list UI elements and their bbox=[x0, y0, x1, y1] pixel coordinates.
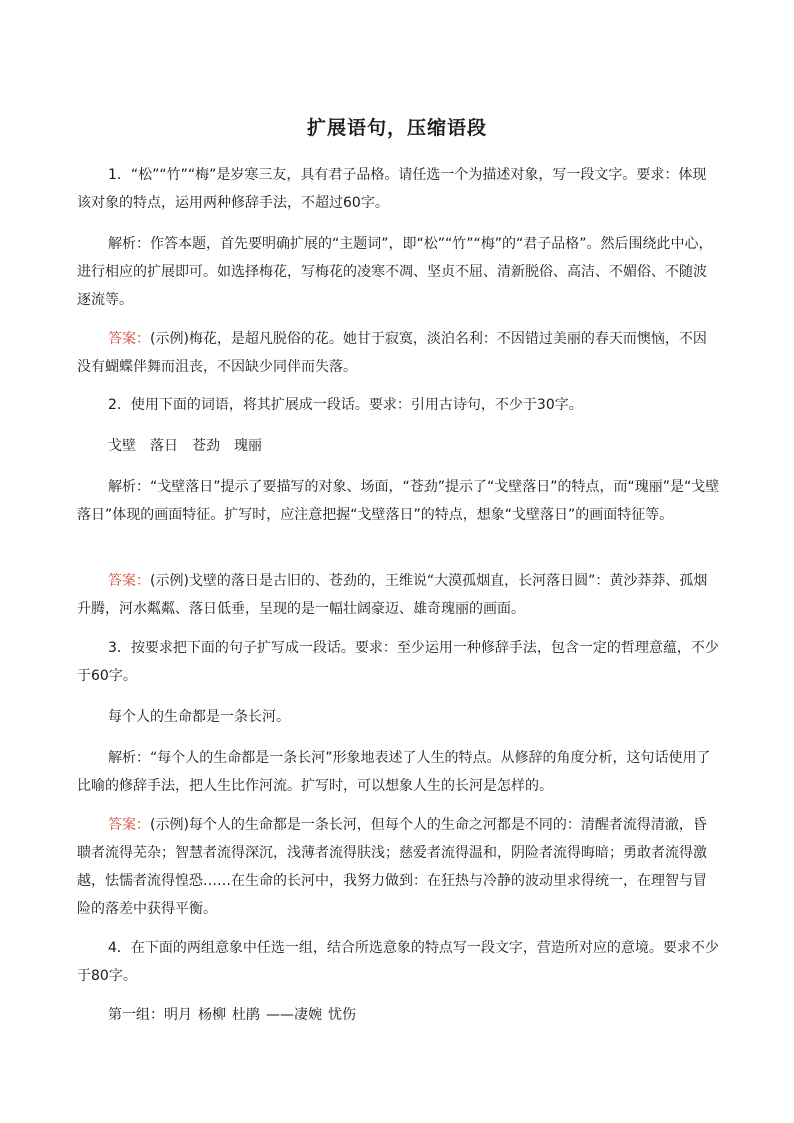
answer-text: (示例)戈壁的落日是古旧的、苍劲的，王维说“大漠孤烟直，长河落日圆”：黄沙莽莽、孤烟升腾，河水粼粼、落日低垂，呈现的是一幅壮阔豪迈、雄奇瑰丽的画面。 bbox=[77, 573, 708, 617]
answer-label: 答案： bbox=[108, 331, 150, 347]
group-1 bbox=[77, 1001, 720, 1029]
answer-3 bbox=[77, 811, 720, 923]
answer-text: (示例)每个人的生命都是一条长河，但每个人的生命之河都是不同的：清醒者流得清澈，昏聩者流得芜杂；智慧者流得深沉，浅薄者流得肤浅；慈爱者流得温和，阴险者流得晦暗；勇敢者流得激越，怯懦者流得惶恐……在生命的长河中，我努力做到：在狂热与冷静的波动里求得统一，在理智与冒险的落差中获得平衡。 bbox=[77, 817, 707, 917]
group-item: ——凄婉 bbox=[266, 1007, 322, 1023]
page-title: 扩展语句，压缩语段 bbox=[306, 117, 487, 139]
analysis-3: 解析：“每个人的生命都是一条长河”形象地表述了人生的特点。从修辞的角度分析，这句话使用了比喻的修辞手法，把人生比作河流。扩写时，可以想象人生的长河是怎样的。 bbox=[77, 750, 711, 794]
question-2: 2．使用下面的词语，将其扩展成一段话。要求：引用古诗句，不少于30字。 bbox=[108, 397, 583, 413]
analysis-1: 解析：作答本题，首先要明确扩展的“主题词”，即“松”“竹”“梅”的“君子品格”。然后围绕此中心，进行相应的扩展即可。如选择梅花，写梅花的凌寒不凋、坚贞不屈、清新脱俗、高洁、不媚俗、不随波逐流等。 bbox=[77, 236, 713, 308]
group-item: 明月 bbox=[164, 1007, 192, 1023]
answer-1 bbox=[77, 325, 720, 381]
term: 苍劲 bbox=[192, 438, 220, 454]
question-1: 1．“松”“竹”“梅”是岁寒三友，具有君子品格。请任选一个为描述对象，写一段文字。要求：体现该对象的特点，运用两种修辞手法，不超过60字。 bbox=[77, 167, 707, 211]
group-label: 第一组： bbox=[108, 1007, 164, 1023]
term: 瑰丽 bbox=[234, 438, 262, 454]
analysis-2: 解析：“戈壁落日”提示了要描写的对象、场面，“苍劲”提示了“戈壁落日”的特点，而“瑰丽”是“戈壁落日”体现的画面特征。扩写时，应注意把握“戈壁落日”的特点，想象“戈壁落日”的画面特征等。 bbox=[77, 479, 720, 523]
question-3: 3．按要求把下面的句子扩写成一段话。要求：至少运用一种修辞手法，包含一定的哲理意蕴，不少于60字。 bbox=[77, 640, 719, 684]
question-4: 4．在下面的两组意象中任选一组，结合所选意象的特点写一段文字，营造所对应的意境。要求不少于80字。 bbox=[77, 940, 719, 984]
term-list bbox=[77, 432, 720, 460]
answer-text: (示例)梅花，是超凡脱俗的花。她甘于寂寞，淡泊名利：不因错过美丽的春天而懊恼，不因没有蝴蝶伴舞而沮丧，不因缺少同伴而失落。 bbox=[77, 331, 707, 375]
term: 落日 bbox=[150, 438, 178, 454]
answer-label: 答案： bbox=[108, 817, 150, 833]
group-item: 杜鹃 bbox=[232, 1007, 260, 1023]
sentence-3: 每个人的生命都是一条长河。 bbox=[108, 709, 290, 725]
group-item: 忧伤 bbox=[328, 1007, 356, 1023]
answer-label: 答案： bbox=[108, 573, 150, 589]
answer-2 bbox=[77, 567, 720, 623]
term: 戈壁 bbox=[108, 438, 136, 454]
group-item: 杨柳 bbox=[198, 1007, 226, 1023]
